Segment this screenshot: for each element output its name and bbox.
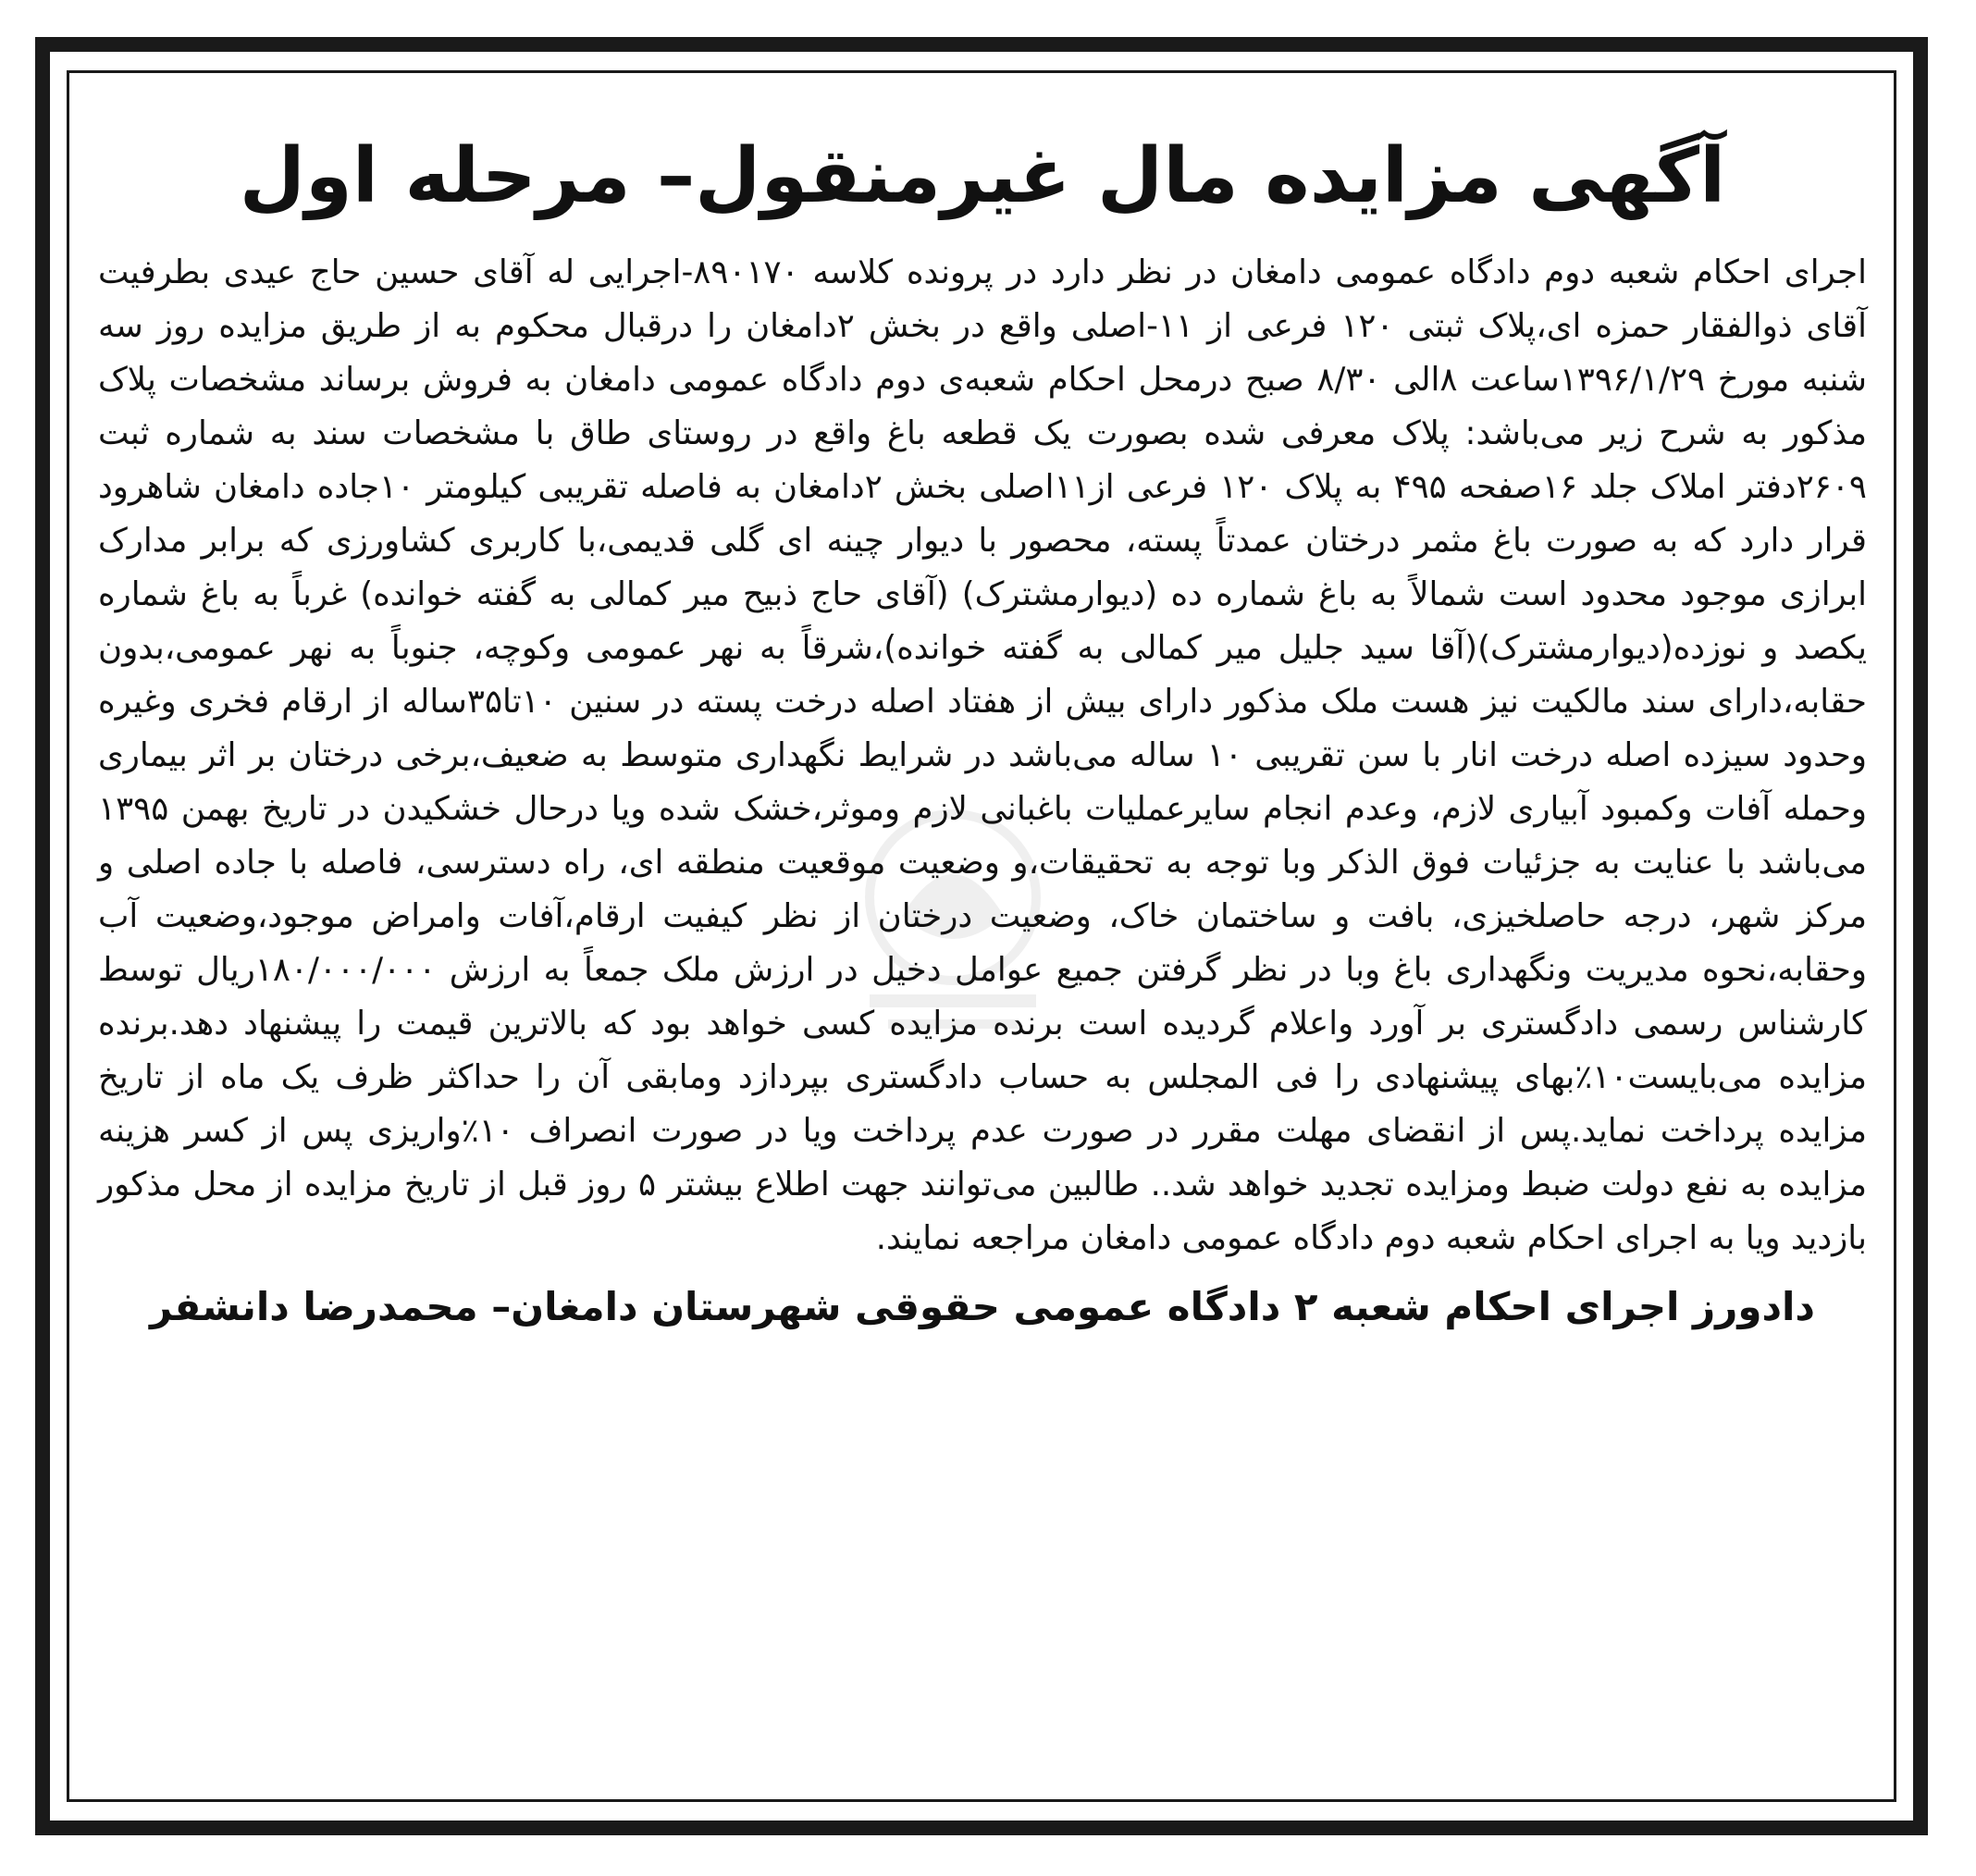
notice-signature: دادورز اجرای احکام شعبه ۲ دادگاه عمومی حقوقی شهرستان دامغان– محمدرضا دانشفر: [150, 1284, 1815, 1330]
notice-content: [91, 93, 1874, 1785]
notice-body: اجرای احکام شعبه دوم دادگاه عمومی دامغان در نظر دارد در پرونده کلاسه ۸۹۰۱۷۰-اجرایی له آقای حسین حاج عیدی بطرفیت آقای ذوالفقار حمزه ای،پلاک ثبتی ۱۲۰ فرعی از ۱۱-اصلی واقع در بخش ۲دامغان را درقبال محکوم به از طریق مزایده روز سه شنبه مورخ ۱۳۹۶/۱/۲۹ساعت ۸الی ۸/۳۰ صبح درمحل احکام شعبه‌ی دوم دادگاه عمومی دامغان به فروش برساند مشخصات پلاک مذکور به شرح زیر می‌باشد: پلاک معرفی شده بصورت یک قطعه باغ واقع در روستای طاق با مشخصات سند به شماره ثبت ۲۶۰۹دفتر املاک جلد ۱۶صفحه ۴۹۵ به پلاک ۱۲۰ فرعی از۱۱اصلی بخش ۲دامغان به فاصله تقریبی کیلومتر ۱۰جاده دامغان شاهرود قرار دارد که به صورت باغ مثمر درختان عمدتاً پسته، محصور با دیوار چینه ای گلی قدیمی،با کاربری کشاورزی که برابر مدارک ابرازی موجود محدود است شمالاً به باغ شماره ده (دیوارمشترک) (آقای حاج ذبیح میر کمالی به گفته خوانده) غرباً به باغ شماره یکصد و نوزده(دیوارمشترک)(آقا سید جلیل میر کمالی به گفته خوانده)،شرقاً به نهر عمومی وکوچه، جنوباً به نهر عمومی،بدون حقابه،دارای سند مالکیت نیز هست ملک مذکور دارای بیش از هفتاد اصله درخت پسته در سنین ۱۰تا۳۵ساله از ارقام فخری وغیره وحدود سیزده اصله درخت انار با سن تقریبی ۱۰ ساله می‌باشد در شرایط نگهداری متوسط به ضعیف،برخی درختان بر اثر بیماری وحمله آفات وکمبود آبیاری لازم، وعدم انجام سایرعملیات باغبانی لازم وموثر،خشک شده ویا درحال خشکیدن در تاریخ بهمن ۱۳۹۵ می‌باشد با عنایت به جزئیات فوق الذکر وبا توجه به تحقیقات،و وضعیت موقعیت منطقه ای، راه دسترسی، فاصله با جاده اصلی و مرکز شهر، درجه حاصلخیزی، بافت و ساختمان خاک، وضعیت درختان از نظر کیفیت ارقام،آفات وامراض موجود،وضعیت آب وحقابه،نحوه مدیریت ونگهداری باغ وبا در نظر گرفتن جمیع عوامل دخیل در ارزش ملک جمعاً به ارزش ۱۸۰/۰۰۰/۰۰۰ریال توسط کارشناس رسمی دادگستری بر آورد واعلام گردیده است برنده مزایده کسی خواهد بود که بالاترین قیمت را پیشنهاد دهد.برنده مزایده می‌بایست۱۰٪بهای پیشنهادی را فی المجلس به حساب دادگستری بپردازد ومابقی آن را حداکثر ظرف یک ماه از تاریخ مزایده پرداخت نماید.پس از انقضای مهلت مقرر در صورت عدم پرداخت ویا در صورت انصراف ۱۰٪واریزی پس از کسر هزینه مزایده به نفع دولت ضبط ومزایده تجدید خواهد شد.. طالبین می‌توانند جهت اطلاع بیشتر ۵ روز قبل از تاریخ مزایده از محل مذکور بازدید ویا به اجرای احکام شعبه دوم دادگاه عمومی دامغان مراجعه نمایند.: [98, 253, 1868, 1258]
notice-title: آگهی مزایده مال غیرمنقول– مرحله اول: [239, 132, 1726, 220]
